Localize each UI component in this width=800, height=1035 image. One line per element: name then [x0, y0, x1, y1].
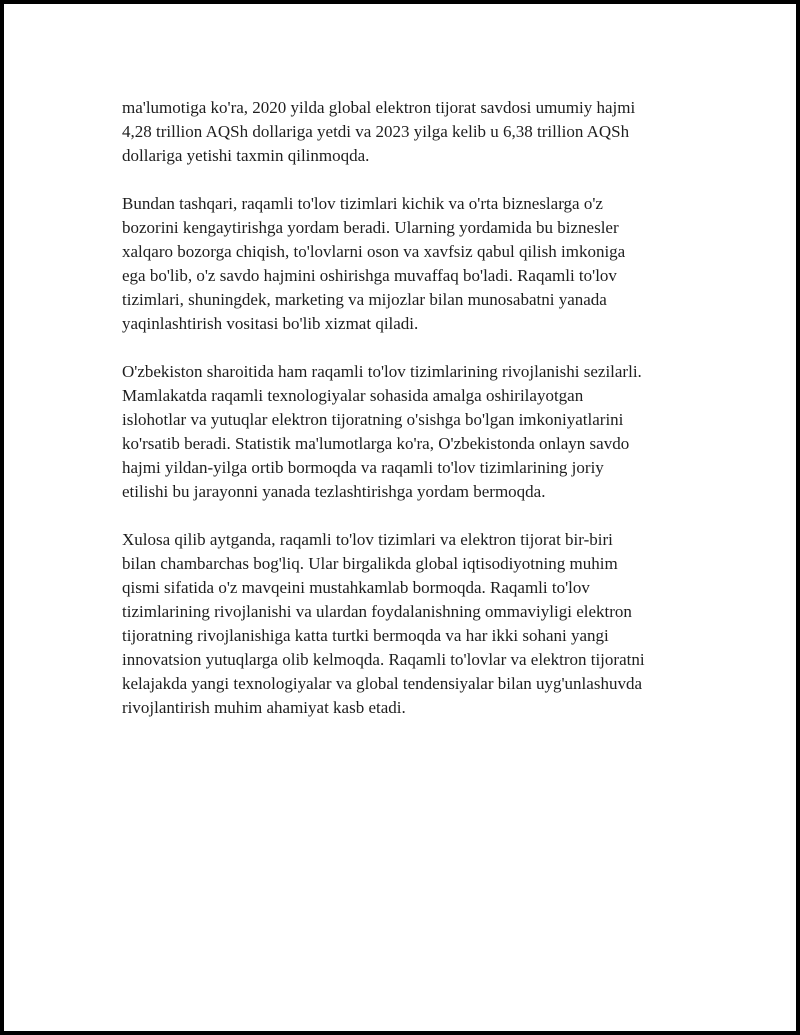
text-line: bozorini kengaytirishga yordam beradi. Ularning yordamida bu biznesler — [122, 218, 619, 237]
document-body — [122, 96, 692, 744]
paragraph-1 — [122, 96, 692, 168]
text-line: tizimlari, shuningdek, marketing va mijozlar bilan munosabatni yanada — [122, 290, 607, 309]
text-line: ko'rsatib beradi. Statistik ma'lumotlarga ko'ra, O'zbekistonda onlayn savdo — [122, 434, 630, 453]
text-line: bilan chambarchas bog'liq. Ular birgalikda global iqtisodiyotning muhim — [122, 554, 618, 573]
paragraph-4 — [122, 528, 692, 720]
text-line: ega bo'lib, o'z savdo hajmini oshirishga muvaffaq bo'ladi. Raqamli to'lov — [122, 266, 617, 285]
paragraph-2 — [122, 192, 692, 336]
text-line: yaqinlashtirish vositasi bo'lib xizmat qiladi. — [122, 314, 419, 333]
text-line: etilishi bu jarayonni yanada tezlashtirishga yordam bermoqda. — [122, 482, 546, 501]
text-line: islohotlar va yutuqlar elektron tijoratning o'sishga bo'lgan imkoniyatlarini — [122, 410, 624, 429]
text-line: dollariga yetishi taxmin qilinmoqda. — [122, 146, 370, 165]
text-line: qismi sifatida o'z mavqeini mustahkamlab bormoqda. Raqamli to'lov — [122, 578, 590, 597]
text-line: 4,28 trillion AQSh dollariga yetdi va 2023 yilga kelib u 6,38 trillion AQSh — [122, 122, 630, 141]
text-line: hajmi yildan-yilga ortib bormoqda va raqamli to'lov tizimlarining joriy — [122, 458, 604, 477]
paragraph-3 — [122, 360, 692, 504]
text-line: Bundan tashqari, raqamli to'lov tizimlari kichik va o'rta bizneslarga o'z — [122, 194, 603, 213]
text-line: kelajakda yangi texnologiyalar va global tendensiyalar bilan uyg'unlashuvda — [122, 674, 642, 693]
text-line: Mamlakatda raqamli texnologiyalar sohasida amalga oshirilayotgan — [122, 386, 584, 405]
text-line: rivojlantirish muhim ahamiyat kasb etadi. — [122, 698, 406, 717]
text-line: ma'lumotiga ko'ra, 2020 yilda global elektron tijorat savdosi umumiy hajmi — [122, 98, 636, 117]
text-line: xalqaro bozorga chiqish, to'lovlarni oson va xavfsiz qabul qilish imkoniga — [122, 242, 626, 261]
text-line: innovatsion yutuqlarga olib kelmoqda. Raqamli to'lovlar va elektron tijoratni — [122, 650, 645, 669]
text-line: Xulosa qilib aytganda, raqamli to'lov tizimlari va elektron tijorat bir-biri — [122, 530, 613, 549]
text-line: tizimlarining rivojlanishi va ulardan foydalanishning ommaviyligi elektron — [122, 602, 632, 621]
text-line: tijoratning rivojlanishiga katta turtki bermoqda va har ikki sohani yangi — [122, 626, 609, 645]
text-line: O'zbekiston sharoitida ham raqamli to'lov tizimlarining rivojlanishi sezilarli. — [122, 362, 642, 381]
